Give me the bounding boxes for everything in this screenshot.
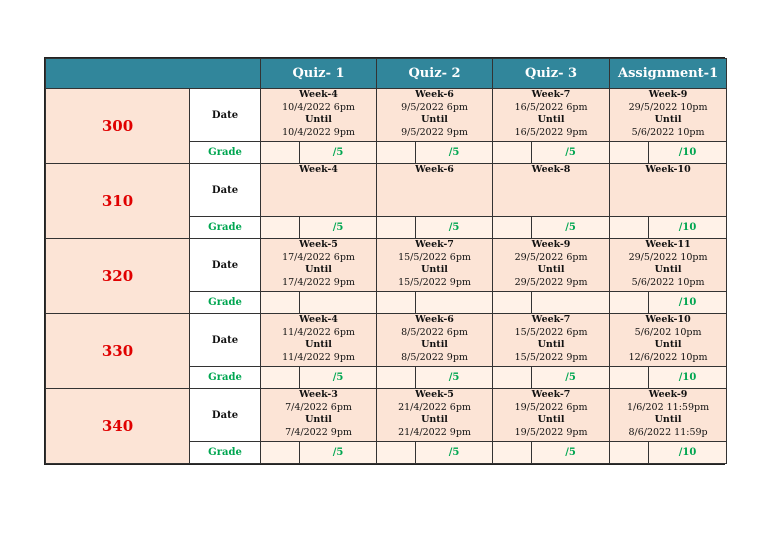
date-end: 9/5/2022 9pm <box>401 126 468 138</box>
date-end: 8/6/2022 11:59p <box>628 426 708 438</box>
date-end: 19/5/2022 9pm <box>514 426 588 438</box>
date-row <box>46 314 727 367</box>
grade-max: /10 <box>649 142 727 164</box>
grade-label: Grade <box>190 442 261 464</box>
grade-input-cell[interactable] <box>261 292 300 314</box>
date-week: Week-7 <box>531 314 571 325</box>
date-start: 9/5/2022 6pm <box>401 101 468 113</box>
date-end: 15/5/2022 9pm <box>514 351 588 363</box>
header-quiz-3: Quiz- 3 <box>493 59 610 89</box>
course-code: 310 <box>46 164 190 239</box>
date-week: Week-7 <box>415 239 454 250</box>
date-end: 17/4/2022 9pm <box>282 276 355 288</box>
grade-label: Grade <box>190 217 261 239</box>
date-cell <box>261 239 377 292</box>
grade-max <box>300 292 377 314</box>
date-start: 11/4/2022 6pm <box>282 326 355 338</box>
grade-input-cell[interactable] <box>261 217 300 239</box>
date-start: 15/5/2022 6pm <box>514 326 588 338</box>
date-cell <box>610 239 727 292</box>
grade-input-cell[interactable] <box>261 142 300 164</box>
date-until: Until <box>537 264 565 275</box>
date-week: Week-4 <box>299 314 338 325</box>
date-end: 29/5/2022 9pm <box>514 276 588 288</box>
date-cell <box>610 89 727 142</box>
date-start: 29/5/2022 10pm <box>628 251 708 263</box>
grade-input-cell[interactable] <box>493 442 532 464</box>
date-until: Until <box>421 339 448 350</box>
date-until: Until <box>654 114 682 125</box>
grade-max: /5 <box>416 142 493 164</box>
date-cell <box>610 314 727 367</box>
grade-label: Grade <box>190 142 261 164</box>
date-cell <box>377 389 493 442</box>
date-week: Week-3 <box>299 389 338 400</box>
header-row <box>46 59 727 89</box>
date-label: Date <box>190 164 261 217</box>
date-cell <box>493 389 610 442</box>
date-week: Week-6 <box>415 89 454 100</box>
date-cell <box>261 314 377 367</box>
grade-input-cell[interactable] <box>610 367 649 389</box>
grade-max <box>416 292 493 314</box>
date-start: 29/5/2022 6pm <box>514 251 588 263</box>
grade-max: /10 <box>649 442 727 464</box>
date-end: 5/6/2022 10pm <box>631 126 705 138</box>
date-week: Week-6 <box>415 164 454 175</box>
date-until: Until <box>305 264 332 275</box>
grade-max: /10 <box>649 367 727 389</box>
grade-input-cell[interactable] <box>493 142 532 164</box>
date-until: Until <box>654 339 682 350</box>
date-cell <box>377 89 493 142</box>
date-until: Until <box>305 114 332 125</box>
grade-max: /5 <box>300 217 377 239</box>
header-quiz-1: Quiz- 1 <box>261 59 377 89</box>
grade-max: /5 <box>416 217 493 239</box>
date-week: Week-10 <box>645 164 691 175</box>
date-start: 5/6/202 10pm <box>634 326 702 338</box>
date-start: 16/5/2022 6pm <box>514 101 588 113</box>
grade-input-cell[interactable] <box>610 442 649 464</box>
course-code: 340 <box>46 389 190 464</box>
date-cell <box>610 164 727 217</box>
date-week: Week-4 <box>299 89 338 100</box>
date-until: Until <box>537 414 565 425</box>
grade-input-cell[interactable] <box>261 442 300 464</box>
date-week: Week-6 <box>415 314 454 325</box>
grade-max: /5 <box>416 367 493 389</box>
grade-max: /5 <box>416 442 493 464</box>
grade-max: /5 <box>300 367 377 389</box>
grade-input-cell[interactable] <box>493 292 532 314</box>
grade-max: /5 <box>532 367 610 389</box>
date-start: 17/4/2022 6pm <box>282 251 355 263</box>
date-end: 12/6/2022 10pm <box>628 351 708 363</box>
grade-max: /10 <box>649 217 727 239</box>
date-cell <box>261 389 377 442</box>
date-start: 10/4/2022 6pm <box>282 101 355 113</box>
date-end: 11/4/2022 9pm <box>282 351 355 363</box>
date-label: Date <box>190 89 261 142</box>
date-start: 21/4/2022 6pm <box>398 401 471 413</box>
grade-input-cell[interactable] <box>377 292 416 314</box>
date-cell <box>377 239 493 292</box>
date-start: 7/4/2022 6pm <box>285 401 352 413</box>
date-start: 1/6/202 11:59pm <box>627 401 710 413</box>
date-week: Week-10 <box>645 314 691 325</box>
date-end: 10/4/2022 9pm <box>282 126 355 138</box>
date-until: Until <box>654 414 682 425</box>
date-cell <box>261 164 377 217</box>
date-label: Date <box>190 314 261 367</box>
date-week: Week-7 <box>531 89 571 100</box>
date-start: 19/5/2022 6pm <box>514 401 588 413</box>
date-until: Until <box>654 264 682 275</box>
date-end: 8/5/2022 9pm <box>401 351 468 363</box>
date-label: Date <box>190 239 261 292</box>
date-week: Week-4 <box>299 164 338 175</box>
date-cell <box>261 89 377 142</box>
course-code: 330 <box>46 314 190 389</box>
grade-max: /10 <box>649 292 727 314</box>
date-week: Week-7 <box>531 389 571 400</box>
grade-input-cell[interactable] <box>493 367 532 389</box>
date-label: Date <box>190 389 261 442</box>
grade-input-cell[interactable] <box>377 367 416 389</box>
date-until: Until <box>537 339 565 350</box>
grade-max: /5 <box>300 442 377 464</box>
date-end: 15/5/2022 9pm <box>398 276 471 288</box>
date-until: Until <box>421 114 448 125</box>
date-week: Week-8 <box>531 164 571 175</box>
date-week: Week-5 <box>299 239 338 250</box>
date-week: Week-9 <box>648 89 688 100</box>
date-until: Until <box>421 414 448 425</box>
grade-input-cell[interactable] <box>377 142 416 164</box>
header-assignment-1: Assignment-1 <box>610 59 727 89</box>
grade-input-cell[interactable] <box>610 217 649 239</box>
grade-max: /5 <box>532 217 610 239</box>
date-until: Until <box>305 339 332 350</box>
grade-input-cell[interactable] <box>610 142 649 164</box>
date-until: Until <box>537 114 565 125</box>
date-cell <box>377 314 493 367</box>
schedule-table <box>44 57 725 465</box>
date-week: Week-5 <box>415 389 454 400</box>
date-row <box>46 89 727 142</box>
date-start: 15/5/2022 6pm <box>398 251 471 263</box>
date-end: 5/6/2022 10pm <box>631 276 705 288</box>
date-end: 21/4/2022 9pm <box>398 426 471 438</box>
grade-input-cell[interactable] <box>610 292 649 314</box>
grade-max: /5 <box>300 142 377 164</box>
grade-label: Grade <box>190 292 261 314</box>
grade-label: Grade <box>190 367 261 389</box>
date-until: Until <box>421 264 448 275</box>
date-start: 29/5/2022 10pm <box>628 101 708 113</box>
date-row <box>46 239 727 292</box>
date-row <box>46 389 727 442</box>
date-until: Until <box>305 414 332 425</box>
grade-input-cell[interactable] <box>377 442 416 464</box>
grade-input-cell[interactable] <box>377 217 416 239</box>
date-end: 7/4/2022 9pm <box>285 426 352 438</box>
header-blank <box>46 59 261 89</box>
date-cell <box>493 314 610 367</box>
date-week: Week-11 <box>645 239 691 250</box>
date-cell <box>493 89 610 142</box>
grade-max: /5 <box>532 142 610 164</box>
grade-max: /5 <box>532 442 610 464</box>
date-start: 8/5/2022 6pm <box>401 326 468 338</box>
date-cell <box>493 164 610 217</box>
grade-input-cell[interactable] <box>261 367 300 389</box>
date-row <box>46 164 727 217</box>
header-quiz-2: Quiz- 2 <box>377 59 493 89</box>
grade-max <box>532 292 610 314</box>
date-cell <box>610 389 727 442</box>
date-week: Week-9 <box>531 239 571 250</box>
grade-input-cell[interactable] <box>493 217 532 239</box>
course-code: 300 <box>46 89 190 164</box>
date-week: Week-9 <box>648 389 688 400</box>
course-code: 320 <box>46 239 190 314</box>
date-end: 16/5/2022 9pm <box>514 126 588 138</box>
date-cell <box>493 239 610 292</box>
date-cell <box>377 164 493 217</box>
